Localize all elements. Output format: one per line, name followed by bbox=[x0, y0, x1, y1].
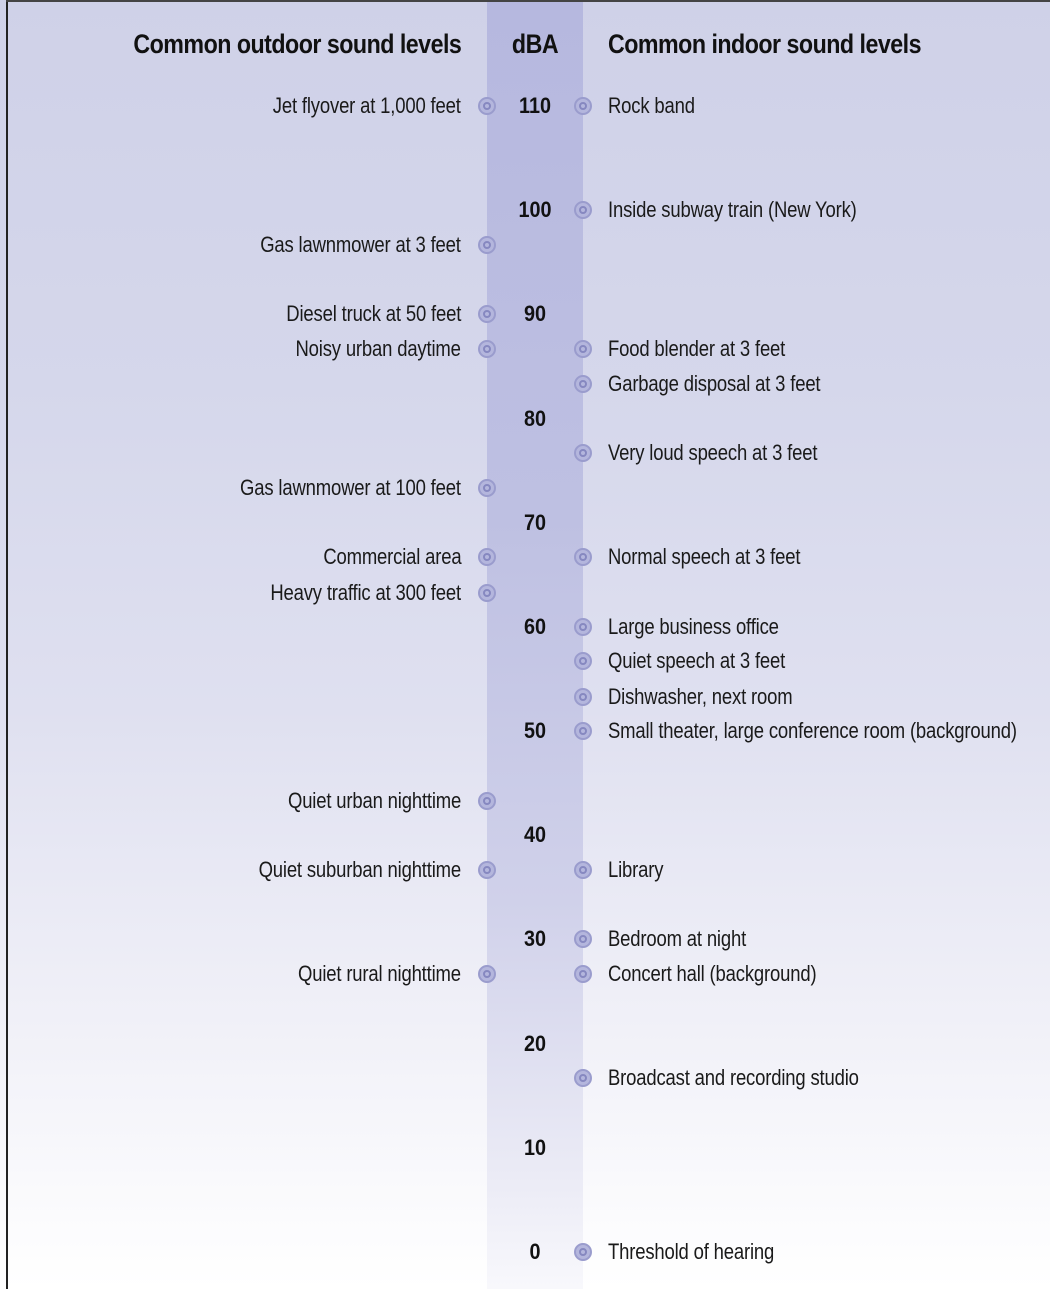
scale-tick-label: 110 bbox=[519, 93, 551, 118]
frame-border-left bbox=[6, 0, 8, 1289]
sound-marker-icon bbox=[574, 652, 592, 670]
indoor-sound-label: Rock band bbox=[608, 93, 695, 118]
sound-marker-icon bbox=[478, 965, 496, 983]
sound-marker-icon bbox=[478, 548, 496, 566]
indoor-sound-label: Concert hall (background) bbox=[608, 960, 817, 986]
indoor-sound-label: Dishwasher, next room bbox=[608, 683, 793, 709]
sound-marker-icon bbox=[478, 97, 496, 115]
indoor-header: Common indoor sound levels bbox=[608, 29, 921, 59]
sound-marker-icon bbox=[574, 444, 592, 462]
outdoor-sound-label: Gas lawnmower at 3 feet bbox=[260, 231, 461, 257]
sound-marker-icon bbox=[574, 375, 592, 393]
sound-marker-icon bbox=[574, 340, 592, 358]
outdoor-sound-label: Noisy urban daytime bbox=[295, 335, 461, 361]
scale-tick-label: 60 bbox=[523, 613, 547, 639]
sound-marker-icon bbox=[478, 340, 496, 358]
indoor-sound-label: Inside subway train (New York) bbox=[608, 197, 857, 223]
scale-tick-label: 90 bbox=[523, 301, 547, 327]
indoor-sound-label: Broadcast and recording studio bbox=[608, 1065, 859, 1091]
outdoor-sound-label: Diesel truck at 50 feet bbox=[286, 301, 461, 327]
scale-tick-label: 70 bbox=[523, 509, 547, 535]
sound-marker-icon bbox=[574, 930, 592, 948]
scale-tick-label: 40 bbox=[523, 822, 547, 848]
outdoor-sound-label: Quiet urban nighttime bbox=[287, 787, 461, 813]
indoor-sound-label: Very loud speech at 3 feet bbox=[608, 439, 818, 465]
sound-marker-icon bbox=[574, 201, 592, 219]
outdoor-sound-label: Jet flyover at 1,000 feet bbox=[273, 93, 461, 118]
indoor-sound-label: Food blender at 3 feet bbox=[608, 335, 786, 361]
sound-marker-icon bbox=[574, 688, 592, 706]
scale-tick-label: 30 bbox=[523, 926, 547, 952]
outdoor-header: Common outdoor sound levels bbox=[133, 29, 461, 59]
outdoor-sound-label: Gas lawnmower at 100 feet bbox=[240, 475, 461, 501]
indoor-sound-label: Bedroom at night bbox=[608, 926, 747, 952]
scale-tick-label: 10 bbox=[523, 1134, 547, 1160]
scale-tick-label: 20 bbox=[523, 1030, 547, 1056]
scale-tick-label: 50 bbox=[523, 718, 547, 744]
indoor-sound-label: Garbage disposal at 3 feet bbox=[608, 371, 821, 397]
sound-marker-icon bbox=[574, 1243, 592, 1261]
sound-marker-icon bbox=[574, 548, 592, 566]
indoor-sound-label: Quiet speech at 3 feet bbox=[608, 648, 786, 674]
outdoor-sound-label: Commercial area bbox=[322, 544, 461, 570]
indoor-sound-label: Small theater, large conference room (background) bbox=[608, 718, 1017, 744]
indoor-sound-label: Large business office bbox=[608, 613, 779, 639]
indoor-sound-label: Library bbox=[608, 856, 664, 882]
outdoor-sound-label: Quiet rural nighttime bbox=[298, 960, 461, 986]
outdoor-sound-label: Heavy traffic at 300 feet bbox=[270, 579, 461, 605]
frame-border-top bbox=[6, 0, 1050, 2]
indoor-sound-label: Threshold of hearing bbox=[608, 1239, 775, 1264]
scale-tick-label: 80 bbox=[523, 405, 547, 431]
sound-marker-icon bbox=[574, 618, 592, 636]
sound-marker-icon bbox=[574, 1069, 592, 1087]
dba-header: dBA bbox=[511, 29, 559, 59]
scale-tick-label: 0 bbox=[529, 1239, 541, 1264]
scale-tick-label: 100 bbox=[518, 197, 552, 223]
sound-marker-icon bbox=[574, 861, 592, 879]
sound-marker-icon bbox=[478, 792, 496, 810]
sound-marker-icon bbox=[478, 236, 496, 254]
sound-marker-icon bbox=[574, 97, 592, 115]
dba-scale-band bbox=[487, 0, 583, 1289]
outdoor-sound-label: Quiet suburban nighttime bbox=[258, 856, 461, 882]
indoor-sound-label: Normal speech at 3 feet bbox=[608, 544, 801, 570]
sound-marker-icon bbox=[478, 584, 496, 602]
sound-marker-icon bbox=[574, 722, 592, 740]
sound-marker-icon bbox=[574, 965, 592, 983]
sound-marker-icon bbox=[478, 861, 496, 879]
